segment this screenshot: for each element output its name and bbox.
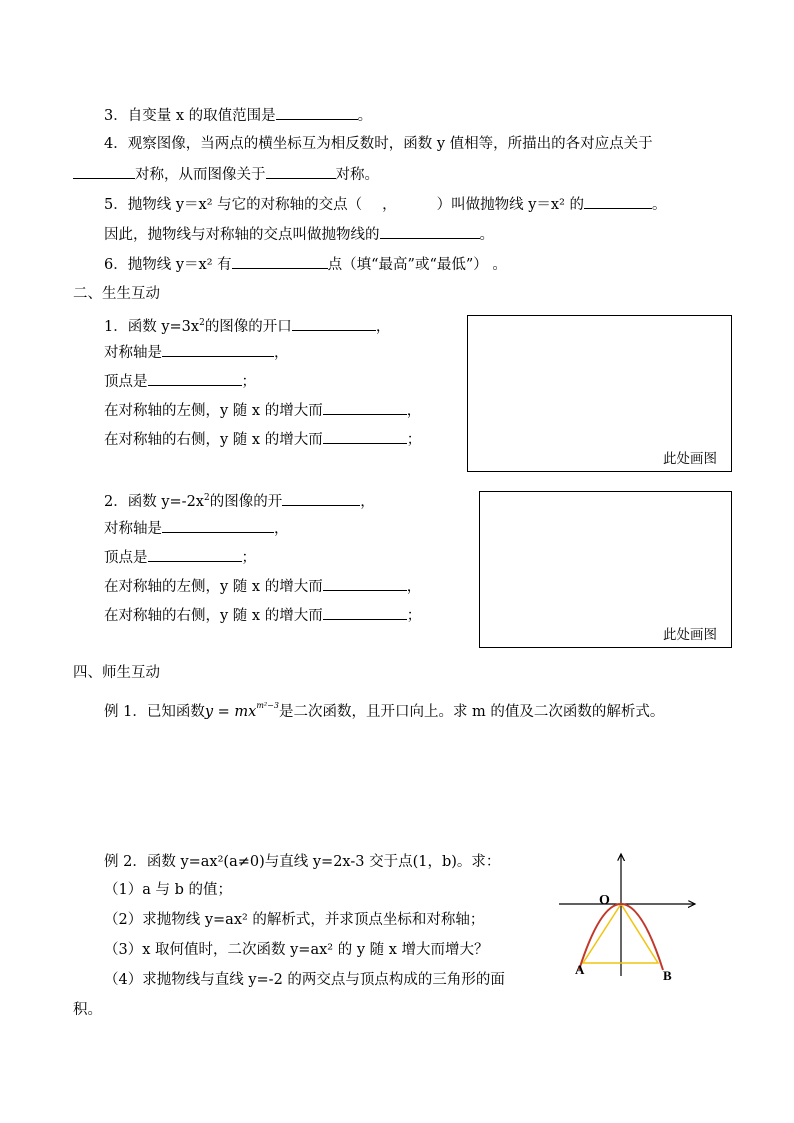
answer-blank[interactable] xyxy=(162,342,274,357)
question-5-line2: 因此，抛物线与对称轴的交点叫做抛物线的 。 xyxy=(104,224,494,245)
drawing-box-label: 此处画图 xyxy=(663,627,717,643)
point-b-label: B xyxy=(663,968,672,983)
answer-blank[interactable] xyxy=(276,105,358,120)
problem-1-left: 在对称轴的左侧，y 随 x 的增大而 ， xyxy=(104,400,421,421)
section-title: 二、生生互动 xyxy=(73,286,160,302)
formula: y xyxy=(204,704,214,720)
answer-blank[interactable] xyxy=(323,400,407,415)
answer-blank[interactable] xyxy=(148,547,242,562)
answer-blank[interactable] xyxy=(292,316,376,331)
answer-blank[interactable] xyxy=(266,164,336,179)
drawing-box-label: 此处画图 xyxy=(663,451,717,467)
example-2-q1: （1）a 与 b 的值； xyxy=(104,882,232,898)
answer-blank[interactable] xyxy=(282,491,360,506)
answer-blank[interactable] xyxy=(323,605,407,620)
problem-2-line1: 2．函数 $y=-2x^2$的图像的开 ， xyxy=(104,493,375,510)
problem-2-left: 在对称轴的左侧，y 随 x 的增大而 ， xyxy=(104,576,421,597)
answer-blank[interactable] xyxy=(323,576,407,591)
problem-2-vertex: 顶点是 ； xyxy=(104,547,256,568)
question-5: 5．抛物线 y＝x² 与它的对称轴的交点（ ， ）叫做抛物线 y＝x² 的 。 xyxy=(104,194,667,215)
question-3: 3．自变量 x 的取值范围是 。 xyxy=(104,105,372,126)
drawing-box-2[interactable] xyxy=(479,491,732,648)
example-2: 例 2．函数 y=ax²(a≠0)与直线 y=2x-3 交于点(1，b)。求： xyxy=(104,854,501,870)
question-4 xyxy=(104,134,653,154)
answer-blank[interactable] xyxy=(73,164,135,179)
question-3-text: 3．自变量 x 的取值范围是 xyxy=(104,108,276,124)
answer-blank[interactable] xyxy=(323,429,407,444)
origin-label: O xyxy=(599,893,610,908)
answer-blank[interactable] xyxy=(584,194,652,209)
problem-2-axis: 对称轴是 ， xyxy=(104,518,289,539)
example-2-q4-cont: 积。 xyxy=(73,1002,102,1018)
example-2-q3: （3）x 取何值时，二次函数 y=ax² 的 y 随 x 增大而增大？ xyxy=(104,942,489,958)
point-a-label: A xyxy=(575,962,585,977)
question-6: 6．抛物线 y＝x² 有 点（填“最高”或“最低”） 。 xyxy=(104,254,507,275)
answer-blank[interactable] xyxy=(380,224,480,239)
example-2-q4: （4）求抛物线与直线 y=-2 的两交点与顶点构成的三角形的面 xyxy=(104,972,505,988)
example-2-q2: （2）求抛物线 y=ax² 的解析式，并求顶点坐标和对称轴； xyxy=(104,912,485,928)
parabola-figure xyxy=(555,848,705,986)
section-title: 四、师生互动 xyxy=(73,665,160,681)
problem-1-axis: 对称轴是 ， xyxy=(104,342,289,363)
answer-blank[interactable] xyxy=(148,371,242,386)
answer-blank[interactable] xyxy=(162,518,274,533)
drawing-box-1[interactable] xyxy=(467,315,732,472)
question-4-line2: 对称，从而图像关于 对称。 xyxy=(73,164,379,185)
problem-1-vertex: 顶点是 ； xyxy=(104,371,256,392)
example-1: 例 1．已知函数$y = mx^{m^2-3}$是二次函数，且开口向上。求 m 的值及二次函数的解析式。 xyxy=(104,701,665,720)
problem-1-right: 在对称轴的右侧，y 随 x 的增大而 ； xyxy=(104,429,421,450)
problem-1-line1: 1．函数 $y=3x^2$的图像的开口 ， xyxy=(104,318,391,335)
answer-blank[interactable] xyxy=(232,254,328,269)
question-4-text: 4．观察图像，当两点的横坐标互为相反数时，函数 y 值相等，所描出的各对应点关于 xyxy=(104,136,653,152)
problem-2-right: 在对称轴的右侧，y 随 x 的增大而 ； xyxy=(104,605,421,626)
